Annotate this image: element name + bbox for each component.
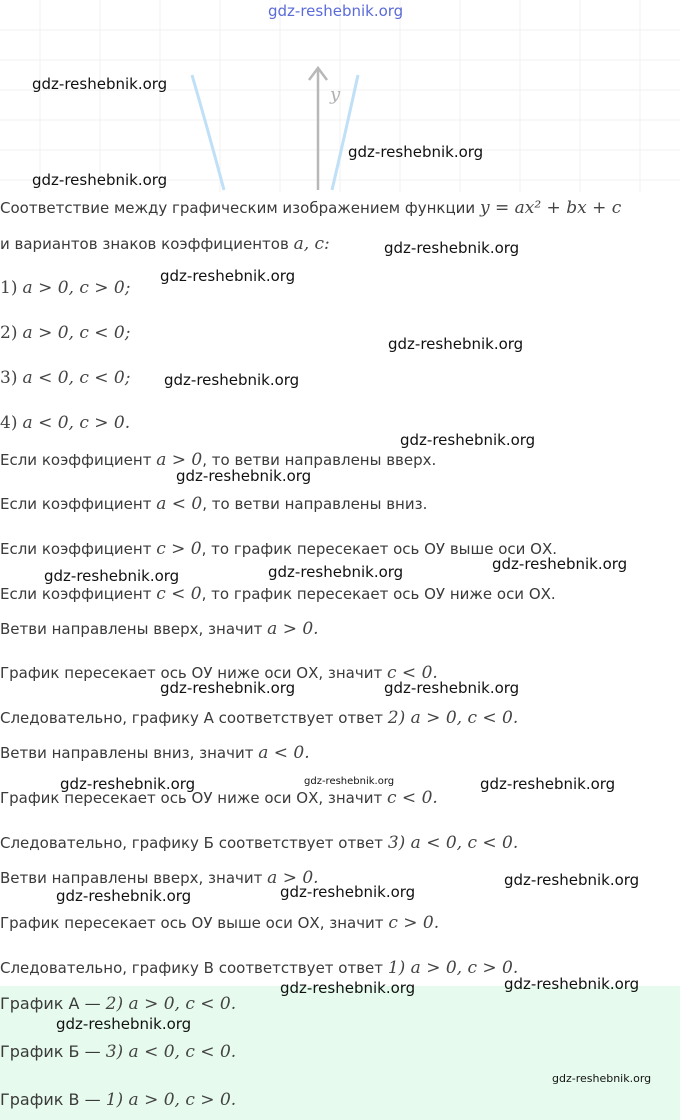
watermark: gdz-reshebnik.org xyxy=(164,371,300,389)
intro-text-2: и вариантов знаков коэффициентов xyxy=(0,235,289,253)
watermark: gdz-reshebnik.org xyxy=(160,267,296,285)
option-num: 2) xyxy=(0,323,18,343)
option-num: 3) xyxy=(0,368,18,388)
watermark: gdz-reshebnik.org xyxy=(348,143,484,161)
watermark: gdz-reshebnik.org xyxy=(280,883,416,901)
watermark-small: gdz-reshebnik.org xyxy=(552,1072,652,1085)
answer-a: График А — 2) a > 0, c < 0. xyxy=(0,994,237,1014)
watermark: gdz-reshebnik.org xyxy=(280,979,416,997)
rule-1: Если коэффициент a > 0, то ветви направлены вверх. xyxy=(0,450,437,470)
intro-line-2 xyxy=(0,234,330,254)
analysis-b-3: Следовательно, графику Б соответствует ответ 3) a < 0, c < 0. xyxy=(0,833,519,853)
option-2 xyxy=(0,323,130,343)
watermark: gdz-reshebnik.org xyxy=(504,871,640,889)
option-3 xyxy=(0,368,130,388)
y-axis-label: y xyxy=(330,84,341,105)
answer-c: График В — 1) a > 0, c > 0. xyxy=(0,1090,237,1110)
watermark: gdz-reshebnik.org xyxy=(32,171,168,189)
watermark: gdz-reshebnik.org xyxy=(480,775,616,793)
analysis-b-2: График пересекает ось ОУ ниже оси ОХ, значит c < 0. xyxy=(0,788,438,808)
watermark: gdz-reshebnik.org xyxy=(400,431,536,449)
top-watermark: gdz-reshebnik.org xyxy=(268,2,404,20)
analysis-b-1: Ветви направлены вниз, значит a < 0. xyxy=(0,743,310,763)
watermark: gdz-reshebnik.org xyxy=(176,467,312,485)
option-num: 1) xyxy=(0,278,18,298)
option-expr: a > 0, c > 0; xyxy=(22,278,131,298)
watermark: gdz-reshebnik.org xyxy=(60,775,196,793)
watermark: gdz-reshebnik.org xyxy=(384,679,520,697)
analysis-c-1: Ветви направлены вверх, значит a > 0. xyxy=(0,868,319,888)
intro-formula: y = ax² + bx + c xyxy=(479,198,622,218)
watermark: gdz-reshebnik.org xyxy=(268,563,404,581)
rule-3: Если коэффициент c > 0, то график пересекает ось ОУ выше оси ОХ. xyxy=(0,539,558,559)
analysis-c-2: График пересекает ось ОУ выше оси ОХ, значит c > 0. xyxy=(0,913,440,933)
option-expr: a < 0, c < 0; xyxy=(22,368,131,388)
watermark: gdz-reshebnik.org xyxy=(384,239,520,257)
option-expr: a < 0, c > 0. xyxy=(22,413,131,433)
watermark: gdz-reshebnik.org xyxy=(44,567,180,585)
analysis-a-2: График пересекает ось ОУ ниже оси ОХ, значит c < 0. xyxy=(0,663,438,683)
answer-b: График Б — 3) a < 0, c < 0. xyxy=(0,1042,237,1062)
watermark: gdz-reshebnik.org xyxy=(32,75,168,93)
watermark: gdz-reshebnik.org xyxy=(492,555,628,573)
analysis-a-1: Ветви направлены вверх, значит a > 0. xyxy=(0,619,319,639)
analysis-a-3: Следовательно, графику А соответствует ответ 2) a > 0, c < 0. xyxy=(0,708,519,728)
rule-4: Если коэффициент c < 0, то график пересекает ось ОУ ниже оси ОХ. xyxy=(0,584,556,604)
intro-text: Соответствие между графическим изображением функции xyxy=(0,199,476,217)
option-1 xyxy=(0,278,130,298)
watermark: gdz-reshebnik.org xyxy=(160,679,296,697)
watermark: gdz-reshebnik.org xyxy=(388,335,524,353)
watermark-small: gdz-reshebnik.org xyxy=(304,776,395,787)
analysis-c-3: Следовательно, графику В соответствует ответ 1) a > 0, c > 0. xyxy=(0,958,519,978)
watermark: gdz-reshebnik.org xyxy=(56,1015,192,1033)
graph-fragment xyxy=(0,0,680,192)
parabola-left-branch xyxy=(192,75,224,190)
option-num: 4) xyxy=(0,413,18,433)
option-expr: a > 0, c < 0; xyxy=(22,323,131,343)
rule-2: Если коэффициент a < 0, то ветви направлены вниз. xyxy=(0,494,428,514)
watermark: gdz-reshebnik.org xyxy=(56,887,192,905)
option-4 xyxy=(0,413,130,433)
intro-line-1 xyxy=(0,198,621,218)
intro-coefs: a, c: xyxy=(293,234,330,254)
watermark: gdz-reshebnik.org xyxy=(504,975,640,993)
